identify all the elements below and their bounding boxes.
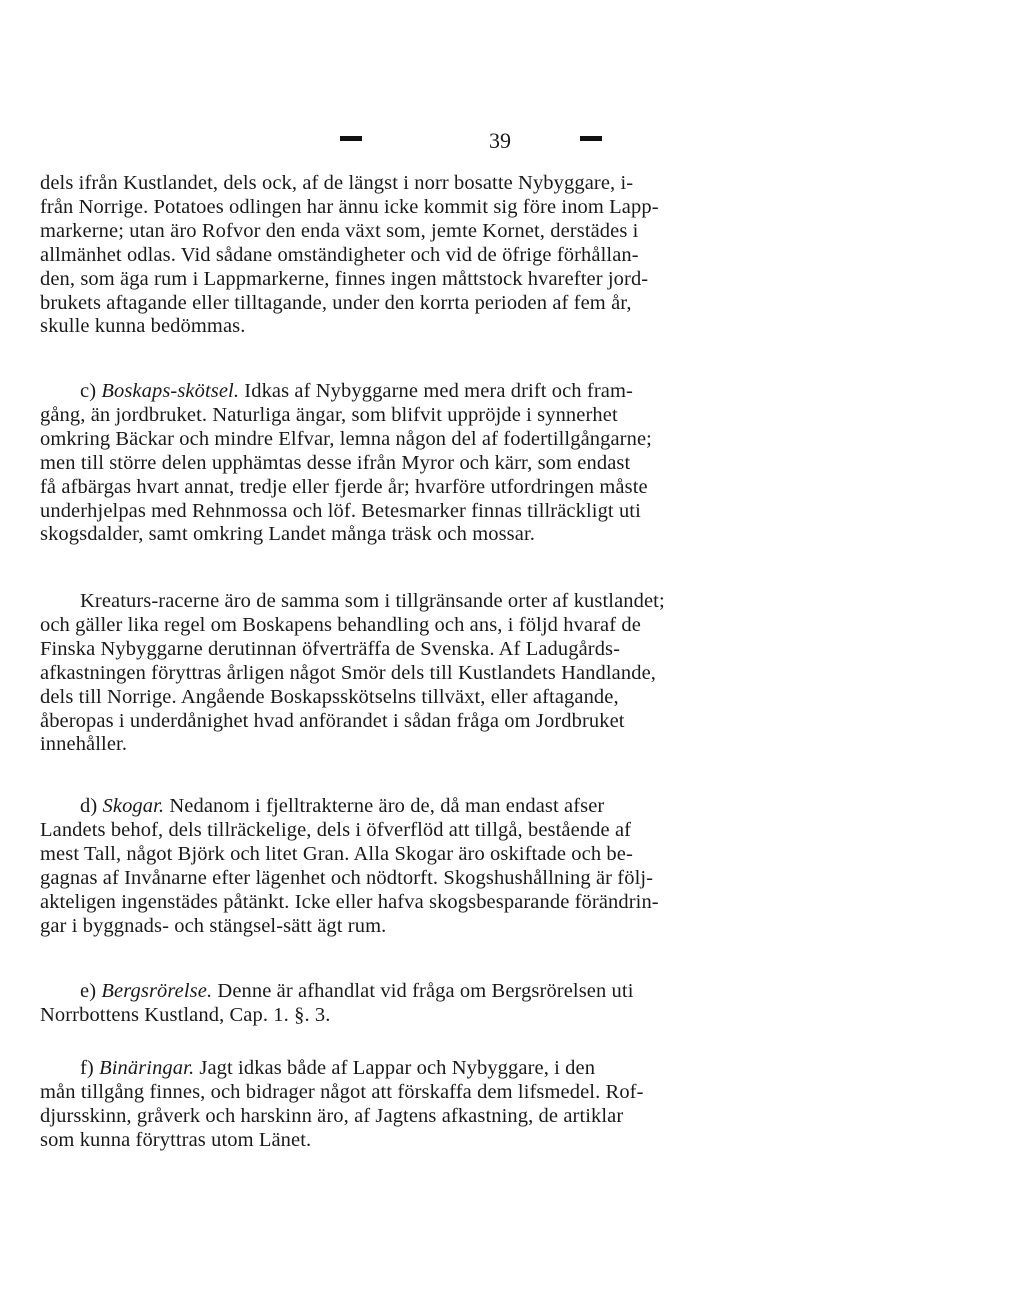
paragraph-agriculture (40, 172, 866, 339)
section-heading: Bergsrörelse. (101, 980, 213, 1002)
text-line: gång, än jordbruket. Naturliga ängar, som blifvit uppröjde i synnerhet (40, 403, 618, 426)
section-heading: Binäringar. (99, 1057, 195, 1079)
text-line (40, 380, 866, 404)
section-marker: e) (80, 980, 97, 1002)
text-line: underhjelpas med Rehnmossa och löf. Betesmarker finnas tillräckligt uti (40, 499, 641, 522)
section-heading: Skogar. (102, 795, 165, 817)
text-line: skulle kunna bedömmas. (40, 315, 246, 338)
header-dash-left (340, 136, 362, 141)
text-line (40, 980, 866, 1004)
text-line-rest: Kreaturs-racerne äro de samma som i tillgränsande orter af kustlandet; (80, 590, 665, 612)
text-line: brukets aftagande eller tilltagande, under den korrta perioden af fem år, (40, 291, 632, 314)
text-line: allmänhet odlas. Vid sådane omständigheter och vid de öfrige förhållan- (40, 243, 639, 266)
text-line: innehåller. (40, 733, 128, 756)
paragraph-boskaps-skotsel (40, 380, 866, 547)
page-number: 39 (489, 128, 511, 153)
text-line: Landets behof, dels tillräckelige, dels i öfverflöd att tillgå, bestående af (40, 818, 632, 841)
text-line: den, som äga rum i Lappmarkerne, finnes ingen måttstock hvarefter jord- (40, 267, 649, 290)
text-line: gagnas af Invånarne efter lägenhet och nödtorft. Skogshushållning är följ- (40, 866, 654, 889)
text-line: gar i byggnads- och stängsel-sätt ägt rum. (40, 914, 387, 937)
text-line: få afbärgas hvart annat, tredje eller fjerde år; hvarföre utfordringen måste (40, 475, 648, 498)
text-line: dels till Norrige. Angående Boskapsskötselns tillväxt, eller aftagande, (40, 685, 619, 708)
text-line-rest: Denne är afhandlat vid fråga om Bergsrörelsen uti (217, 980, 634, 1002)
text-line (40, 1057, 866, 1081)
text-line: akteligen ingenstädes påtänkt. Icke eller hafva skogsbesparande förändrin- (40, 890, 659, 913)
text-line: omkring Bäckar och mindre Elfvar, lemna någon del af fodertillgångarne; (40, 427, 652, 450)
header-dash-right (580, 136, 602, 141)
text-line-rest: Idkas af Nybyggarne med mera drift och fram- (244, 380, 633, 402)
section-marker: d) (80, 795, 98, 817)
text-line (40, 590, 866, 614)
text-line: Norrbottens Kustland, Cap. 1. §. 3. (40, 1003, 331, 1026)
text-line: från Norrige. Potatoes odlingen har ännu icke kommit sig före inom Lapp- (40, 195, 659, 218)
text-line: men till större delen upphämtas desse ifrån Myror och kärr, som endast (40, 451, 631, 474)
section-heading: Boskaps-skötsel. (101, 380, 240, 402)
text-line: mest Tall, något Björk och litet Gran. Alla Skogar äro oskiftade och be- (40, 842, 633, 865)
text-line: som kunna föryttras utom Länet. (40, 1128, 312, 1151)
page-header (0, 128, 1024, 158)
text-line-rest: Jagt idkas både af Lappar och Nybyggare, i den (199, 1057, 596, 1079)
text-line: åberopas i underdånighet hvad anförandet i sådan fråga om Jordbruket (40, 709, 625, 732)
text-line (40, 795, 866, 819)
paragraph-skogar (40, 795, 866, 938)
text-line: mån tillgång finnes, och bidrager något att förskaffa dem lifsmedel. Rof- (40, 1080, 644, 1103)
text-line: Finska Nybyggarne derutinnan öfverträffa de Svenska. Af Ladugårds- (40, 637, 621, 660)
section-marker: c) (80, 380, 97, 402)
text-line: markerne; utan äro Rofvor den enda växt som, jemte Kornet, derstädes i (40, 219, 639, 242)
paragraph-binaringar (40, 1057, 866, 1153)
text-line: skogsdalder, samt omkring Landet många träsk och mossar. (40, 523, 535, 546)
text-line-rest: Nedanom i fjelltrakterne äro de, då man endast afser (169, 795, 605, 817)
paragraph-kreaturs (40, 590, 866, 757)
section-marker: f) (80, 1057, 94, 1079)
text-line: afkastningen föryttras årligen något Smör dels till Kustlandets Handlande, (40, 661, 656, 684)
text-line: och gäller lika regel om Boskapens behandling och ans, i följd hvaraf de (40, 613, 641, 636)
paragraph-bergsrorelse (40, 980, 866, 1028)
text-line: djursskinn, gråverk och harskinn äro, af Jagtens afkastning, de artiklar (40, 1104, 624, 1127)
text-line: dels ifrån Kustlandet, dels ock, af de längst i norr bosatte Nybyggare, i- (40, 172, 634, 194)
